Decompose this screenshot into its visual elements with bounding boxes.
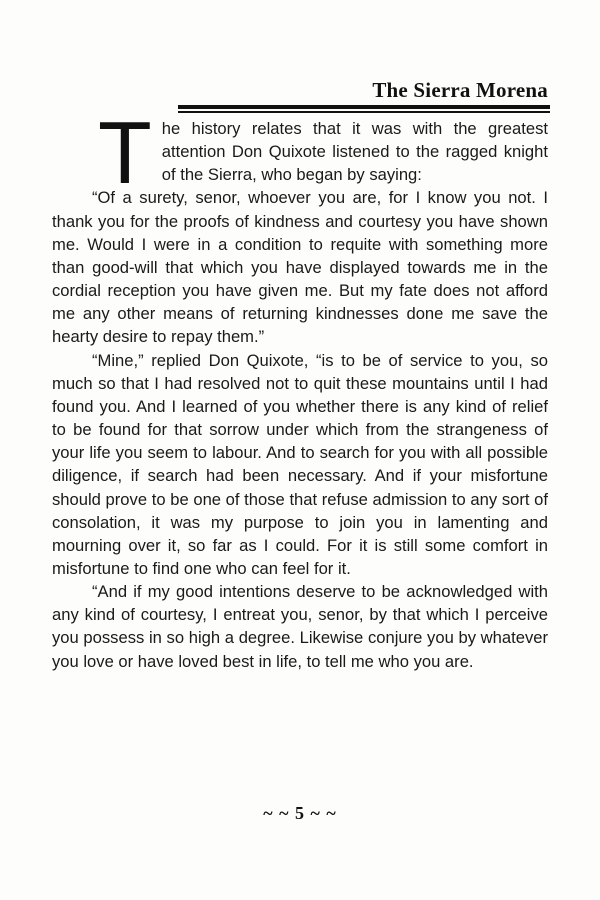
header-rule-thick: [178, 105, 550, 109]
paragraph-1-text: he history relates that it was with the greatest attention Don Quixote listened to the ragged knight of the Sierra, who began by saying:: [161, 119, 548, 185]
paragraph-1: [52, 103, 548, 202]
body-text: [52, 103, 548, 673]
drop-cap: T: [98, 103, 152, 202]
paragraph-4: “And if my good intentions deserve to be acknowledged with any kind of courtesy, I entreat you, senor, by that which I perceive you possess in so high a degree. Likewise conjure you by whatever you love or have loved best in life, to tell me who you are.: [52, 582, 548, 671]
paragraph-2: “Of a surety, senor, whoever you are, for I know you not. I thank you for the proofs of kindness and courtesy you have shown me. Would I were in a condition to requite with something more than good-will that which you have displayed towards me in the cordial reception you have given me. But my fate does not afford me any other means of returning kindnesses done me save the hearty desire to repay them.”: [52, 188, 548, 347]
paragraph-3: “Mine,” replied Don Quixote, “is to be of service to you, so much so that I had resolved not to quit these mountains until I had found you. And I learned of you whether there is any kind of relief to be found for that sorrow under which from the strangeness of your life you seem to labour. And to search for you with all possible diligence, if search had been necessary. And if your misfortune should prove to be one of those that refuse admission to any sort of consolation, it was my purpose to join you in lamenting and mourning over it, so far as I could. For it is still some comfort in misfortune to find one who can feel for it.: [52, 350, 548, 578]
page-number: ~ ~ 5 ~ ~: [263, 803, 337, 823]
header-rule-thin: [178, 111, 550, 113]
chapter-title: The Sierra Morena: [372, 78, 548, 102]
